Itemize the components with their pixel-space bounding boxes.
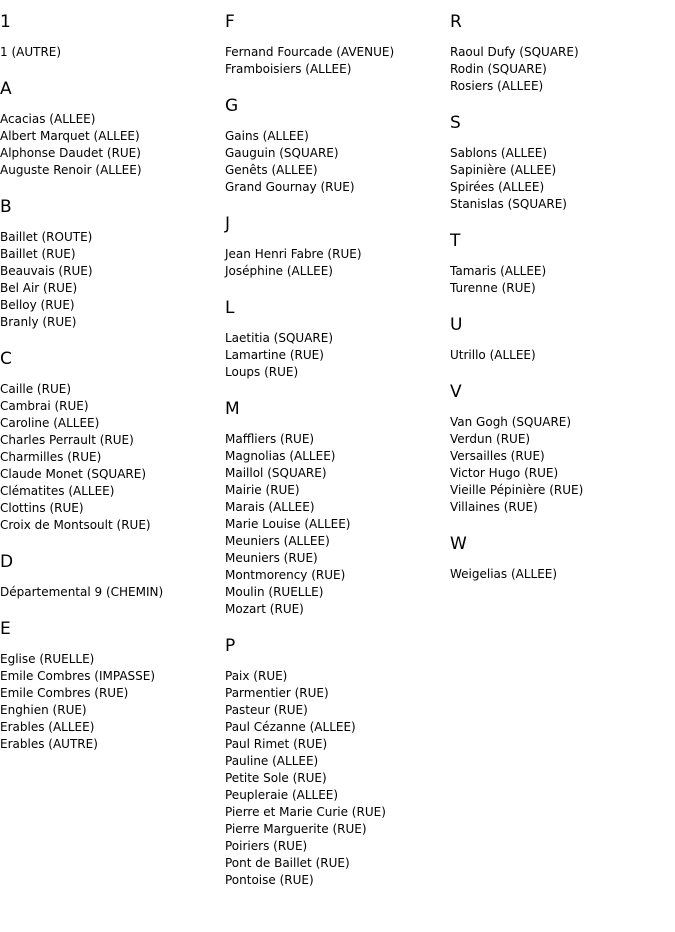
- street-link[interactable]: Eglise (RUELLE): [0, 652, 95, 666]
- street-link[interactable]: Paix (RUE): [225, 669, 288, 683]
- section-letter-heading: C: [0, 349, 12, 369]
- street-link[interactable]: Meuniers (RUE): [225, 551, 318, 565]
- street-link[interactable]: Caroline (ALLEE): [0, 416, 100, 430]
- street-link[interactable]: Erables (AUTRE): [0, 737, 98, 751]
- street-link[interactable]: Victor Hugo (RUE): [450, 466, 559, 480]
- street-link[interactable]: Jean Henri Fabre (RUE): [225, 247, 362, 261]
- section-letter-heading: S: [450, 113, 461, 133]
- street-link[interactable]: Magnolias (ALLEE): [225, 449, 336, 463]
- street-link[interactable]: Alphonse Daudet (RUE): [0, 146, 141, 160]
- street-link[interactable]: Parmentier (RUE): [225, 686, 329, 700]
- letter-section: [450, 380, 675, 516]
- letter-section: [225, 10, 450, 78]
- street-link[interactable]: Villaines (RUE): [450, 500, 538, 514]
- section-letter-heading: D: [0, 552, 14, 572]
- street-link[interactable]: Beauvais (RUE): [0, 264, 93, 278]
- letter-section: [0, 10, 225, 61]
- street-link[interactable]: Utrillo (ALLEE): [450, 348, 536, 362]
- street-link[interactable]: Laetitia (SQUARE): [225, 331, 334, 345]
- street-link[interactable]: Clématites (ALLEE): [0, 484, 115, 498]
- street-link[interactable]: 1 (AUTRE): [0, 45, 62, 59]
- index-column: [225, 10, 450, 905]
- section-letter-heading: T: [450, 231, 461, 251]
- section-letter-heading: J: [225, 214, 231, 234]
- street-link[interactable]: Auguste Renoir (ALLEE): [0, 163, 142, 177]
- letter-section: [450, 313, 675, 364]
- street-link[interactable]: Caille (RUE): [0, 382, 71, 396]
- street-link[interactable]: Peupleraie (ALLEE): [225, 788, 339, 802]
- street-link[interactable]: Weigelias (ALLEE): [450, 567, 558, 581]
- section-letter-heading: B: [0, 197, 12, 217]
- index-column: [0, 10, 225, 769]
- street-link[interactable]: Montmorency (RUE): [225, 568, 346, 582]
- street-link[interactable]: Grand Gournay (RUE): [225, 180, 355, 194]
- street-link[interactable]: Acacias (ALLEE): [0, 112, 96, 126]
- letter-section: [450, 10, 675, 95]
- section-letter-heading: P: [225, 636, 236, 656]
- section-letter-heading: V: [450, 382, 462, 402]
- street-link[interactable]: Enghien (RUE): [0, 703, 87, 717]
- street-link[interactable]: Mozart (RUE): [225, 602, 304, 616]
- section-letter-heading: L: [225, 298, 235, 318]
- street-link[interactable]: Erables (ALLEE): [0, 720, 95, 734]
- section-letter-heading: 1: [0, 12, 11, 32]
- street-link[interactable]: Sablons (ALLEE): [450, 146, 548, 160]
- letter-section: [225, 94, 450, 196]
- street-link[interactable]: Lamartine (RUE): [225, 348, 324, 362]
- street-link[interactable]: Emile Combres (IMPASSE): [0, 669, 156, 683]
- section-letter-heading: U: [450, 315, 463, 335]
- street-link[interactable]: Maffliers (RUE): [225, 432, 315, 446]
- section-letter-heading: W: [450, 534, 467, 554]
- section-letter-heading: E: [0, 619, 11, 639]
- street-link[interactable]: Charles Perrault (RUE): [0, 433, 134, 447]
- street-link[interactable]: Bel Air (RUE): [0, 281, 78, 295]
- street-link[interactable]: Loups (RUE): [225, 365, 299, 379]
- street-link[interactable]: Sapinière (ALLEE): [450, 163, 557, 177]
- street-link[interactable]: Pauline (ALLEE): [225, 754, 319, 768]
- street-link[interactable]: Van Gogh (SQUARE): [450, 415, 572, 429]
- letter-section: [225, 296, 450, 381]
- street-link[interactable]: Marais (ALLEE): [225, 500, 315, 514]
- street-link[interactable]: Turenne (RUE): [450, 281, 536, 295]
- street-link[interactable]: Pontoise (RUE): [225, 873, 314, 887]
- street-link[interactable]: Petite Sole (RUE): [225, 771, 327, 785]
- letter-section: [0, 617, 225, 753]
- section-letter-heading: R: [450, 12, 462, 32]
- letter-section: [0, 77, 225, 179]
- letter-section: [450, 111, 675, 213]
- section-letter-heading: M: [225, 399, 240, 419]
- street-link[interactable]: Mairie (RUE): [225, 483, 300, 497]
- street-link[interactable]: Stanislas (SQUARE): [450, 197, 567, 211]
- section-letter-heading: F: [225, 12, 235, 32]
- street-link[interactable]: Paul Cézanne (ALLEE): [225, 720, 356, 734]
- street-link[interactable]: Spirées (ALLEE): [450, 180, 545, 194]
- street-link[interactable]: Emile Combres (RUE): [0, 686, 129, 700]
- street-link[interactable]: Pont de Baillet (RUE): [225, 856, 350, 870]
- street-link[interactable]: Charmilles (RUE): [0, 450, 102, 464]
- street-link[interactable]: Paul Rimet (RUE): [225, 737, 328, 751]
- street-link[interactable]: Verdun (RUE): [450, 432, 531, 446]
- street-link[interactable]: Albert Marquet (ALLEE): [0, 129, 140, 143]
- street-link[interactable]: Clottins (RUE): [0, 501, 84, 515]
- street-link[interactable]: Marie Louise (ALLEE): [225, 517, 351, 531]
- street-link[interactable]: Poiriers (RUE): [225, 839, 308, 853]
- street-link[interactable]: Claude Monet (SQUARE): [0, 467, 147, 481]
- street-link[interactable]: Raoul Dufy (SQUARE): [450, 45, 579, 59]
- letter-section: [450, 229, 675, 297]
- letter-section: [0, 550, 225, 601]
- street-link[interactable]: Croix de Montsoult (RUE): [0, 518, 151, 532]
- street-link[interactable]: Genêts (ALLEE): [225, 163, 318, 177]
- street-link[interactable]: Cambrai (RUE): [0, 399, 89, 413]
- street-link[interactable]: Maillol (SQUARE): [225, 466, 327, 480]
- street-link[interactable]: Pierre Marguerite (RUE): [225, 822, 367, 836]
- street-link[interactable]: Tamaris (ALLEE): [450, 264, 547, 278]
- street-link[interactable]: Branly (RUE): [0, 315, 77, 329]
- street-link[interactable]: Moulin (RUELLE): [225, 585, 324, 599]
- letter-section: [225, 212, 450, 280]
- street-link[interactable]: Joséphine (ALLEE): [225, 264, 333, 278]
- section-letter-heading: A: [0, 79, 12, 99]
- street-link[interactable]: Gauguin (SQUARE): [225, 146, 339, 160]
- index-column: [450, 10, 675, 599]
- street-link[interactable]: Fernand Fourcade (AVENUE): [225, 45, 395, 59]
- section-letter-heading: G: [225, 96, 239, 116]
- street-link[interactable]: Meuniers (ALLEE): [225, 534, 330, 548]
- street-link[interactable]: Rodin (SQUARE): [450, 62, 547, 76]
- street-link[interactable]: Baillet (RUE): [0, 247, 76, 261]
- street-link[interactable]: Belloy (RUE): [0, 298, 75, 312]
- street-link[interactable]: Pasteur (RUE): [225, 703, 308, 717]
- street-link[interactable]: Vieille Pépinière (RUE): [450, 483, 584, 497]
- street-link[interactable]: Rosiers (ALLEE): [450, 79, 544, 93]
- letter-section: [450, 532, 675, 583]
- letter-section: [225, 634, 450, 889]
- street-link[interactable]: Gains (ALLEE): [225, 129, 309, 143]
- street-link[interactable]: Framboisiers (ALLEE): [225, 62, 352, 76]
- letter-section: [0, 347, 225, 534]
- street-link[interactable]: Départemental 9 (CHEMIN): [0, 585, 164, 599]
- letter-section: [0, 195, 225, 331]
- letter-section: [225, 397, 450, 618]
- street-link[interactable]: Versailles (RUE): [450, 449, 545, 463]
- street-link[interactable]: Pierre et Marie Curie (RUE): [225, 805, 386, 819]
- street-link[interactable]: Baillet (ROUTE): [0, 230, 93, 244]
